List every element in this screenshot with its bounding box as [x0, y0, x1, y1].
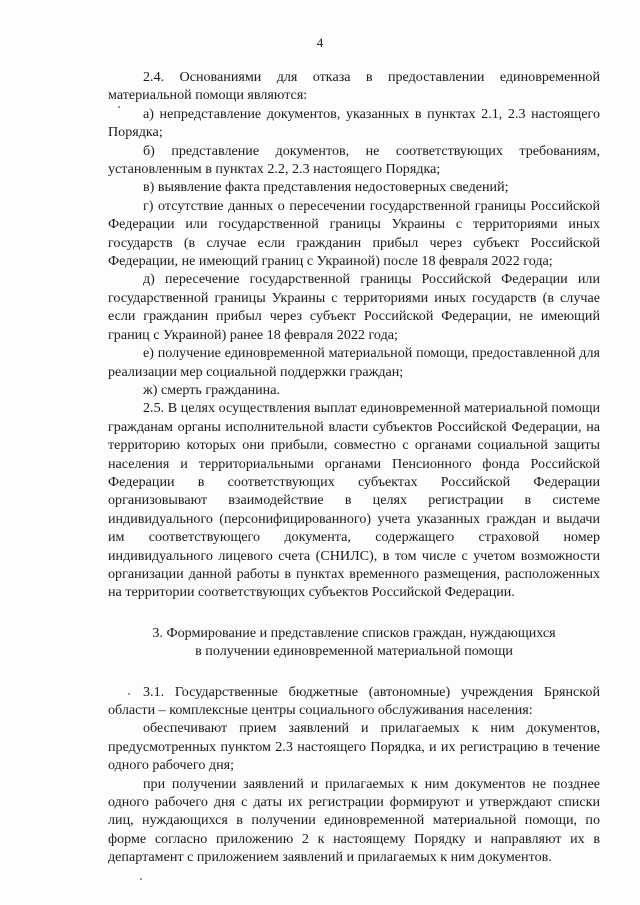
- list-item-e: е) получение единовременной материальной помощи, предоставленной для реализации мер социальной поддержки граждан;: [108, 345, 600, 380]
- list-item-v: в) выявление факта представления недостоверных сведений;: [143, 179, 509, 196]
- document-body: [108, 68, 600, 867]
- section-3-heading-line-2: в получении единовременной материальной помощи: [195, 643, 513, 660]
- list-item-a: а) непредставление документов, указанных в пунктах 2.1, 2.3 настоящего Порядка;: [108, 105, 600, 141]
- paragraph-3-1-duty-2: при получении заявлений и прилагаемых к ним документов не позднее одного рабочего дня с даты их регистрации формируют и утверждают списки лиц, нуждающихся в получении единовременной материальной помощи, по форме согласно приложению 2 к настоящему Порядку и направляют их в департамент с приложением заявлений и прилагаемых к ним документов.: [108, 775, 600, 866]
- section-3-heading-line-1: 3. Формирование и представление списков граждан, нуждающихся: [152, 624, 556, 641]
- scan-speck: [118, 106, 120, 108]
- paragraph-2-5: 2.5. В целях осуществления выплат единовременной материальной помощи гражданам органы исполнительной власти субъектов Российской Федерации, на территорию которых они прибыли, совместно с органами социальной защиты населения и территориальными органами Пенсионного фонда Российской Федерации в соответствующих субъектах Российской Федерации организовывают взаимодействие в целях регистрации в системе индивидуального (персонифицированного) учета указанных граждан и выдачи им соответствующего документа, содержащего страховой номер индивидуального лицевого счета (СНИЛС), в том числе с учетом возможности организации данной работы в пунктах временного размещения, расположенных на территории соответствующих субъектов Российской Федерации.: [108, 400, 600, 601]
- list-item-g: г) отсутствие данных о пересечении государственной границы Российской Федерации или государственной границы Украины с территориями иных государств (в случае если гражданин прибыл через субъект Российской Федерации, не имеющий границ с Украиной) после 18 февраля 2022 года;: [108, 197, 600, 270]
- scan-speck: [140, 878, 142, 880]
- list-item-d: д) пересечение государственной границы Российской Федерации или государственной границы Украины с территориями иных государств (в случае если гражданин прибыл через субъект Российской Федерации, не имеющий границ с Украиной) ранее 18 февраля 2022 года;: [108, 271, 600, 343]
- scan-speck: [128, 693, 130, 695]
- list-item-zh: ж) смерть гражданина.: [143, 381, 281, 398]
- paragraph-2-4: 2.4. Основаниями для отказа в предоставлении единовременной материальной помощи являются:: [108, 69, 600, 104]
- list-item-b: б) представление документов, не соответствующих требованиям, установленным в пунктах 2.2, 2.3 настоящего Порядка;: [108, 142, 600, 178]
- paragraph-3-1: 3.1. Государственные бюджетные (автономные) учреждения Брянской области – комплексные центры социального обслуживания населения:: [108, 683, 600, 718]
- section-3-heading: [108, 624, 600, 661]
- page-number: 4: [316, 35, 324, 50]
- paragraph-3-1-duty-1: обеспечивают прием заявлений и прилагаемых к ним документов, предусмотренных пунктом 2.3 настоящего Порядка, и их регистрацию в течение одного рабочего дня;: [108, 720, 600, 774]
